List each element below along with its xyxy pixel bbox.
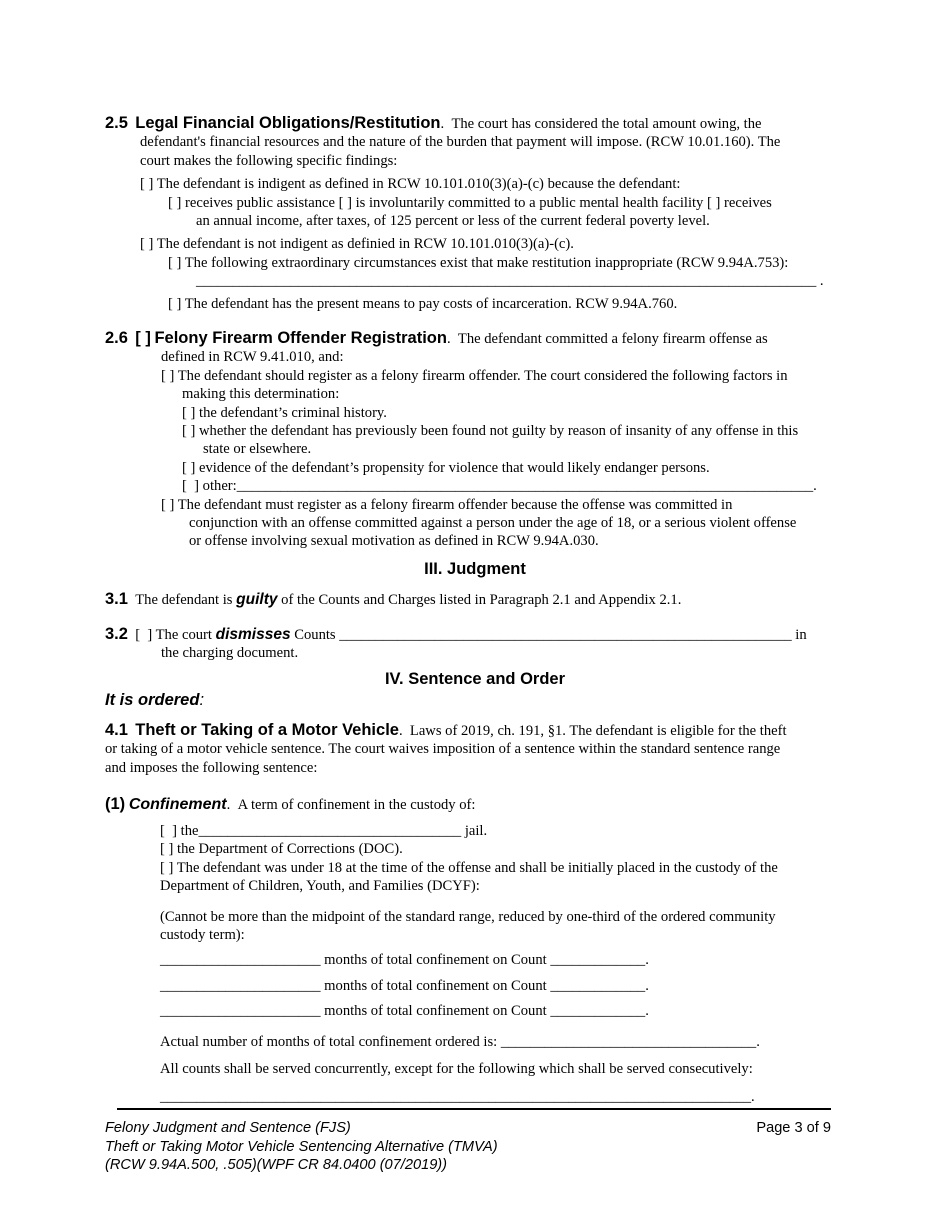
- confinement-options: [160, 822, 830, 1107]
- checkbox-item-other: [ ] other:_______________________________________________________________________________.: [182, 478, 817, 495]
- item-number: (1): [105, 795, 126, 813]
- ordered-label: It is ordered: [105, 691, 200, 709]
- months-line: ______________________ months of total confinement on Count _____________.: [160, 1003, 649, 1020]
- section-text: The defendant is: [135, 592, 233, 608]
- section-title: Theft or Taking of a Motor Vehicle: [135, 721, 399, 739]
- checkbox-item-extraordinary: [ ] The following extraordinary circumstances exist that make restitution inappropriate (RCW 9.94A.753):: [168, 254, 789, 271]
- section-2-5: 2.5 Legal Financial Obligations/Restitution. The court has considered the total amount owing, the defendant's financial resources and the nature of the burden that payment will impose. (RCW 10.01.160). The court makes the following specific findings: [ ] The defendant is indigent as defined in RCW 10.101.010(3)(a)-(c) because the defendant: [ ] receives public assistance [ ] is involuntarily committed to a public mental health facility [ ] receives an annual income, after taxes, of 125 percent or less of the current federal poverty level. [ ] The defendant is not indigent as definied in RCW 10.101.010(3)(a)-(c). [ ] The following extraordinary circumstances exist that make restitution inappropriate (RCW 9.94A.753): _____________________________________________________________________________________ . [ ] The defendant has the present means to pay costs of incarceration. RCW 9.94A.760.: [105, 114, 840, 313]
- footer-form-reference: (RCW 9.94A.500, .505)(WPF CR 84.0400 (07/2019)): [105, 1157, 448, 1173]
- section-text: The court has considered the total amount owing, the: [451, 116, 762, 132]
- section-text: Laws of 2019, ch. 191, §1. The defendant is eligible for the theft: [409, 723, 787, 739]
- checkbox: [ ]: [135, 329, 151, 347]
- section-text: and imposes the following sentence:: [105, 759, 318, 776]
- section-text: of the Counts and Charges listed in Paragraph 2.1 and Appendix 2.1.: [281, 592, 682, 608]
- section-3-2: [105, 625, 840, 663]
- option-dcyf-text: Department of Children, Youth, and Families (DCYF):: [160, 878, 480, 895]
- checkbox-item-indigent: [ ] The defendant is indigent as defined in RCW 10.101.010(3)(a)-(c) because the defendant:: [140, 176, 681, 193]
- section-title: Felony Firearm Offender Registration: [154, 329, 447, 347]
- checkbox-item-means: [ ] The defendant has the present means to pay costs of incarceration. RCW 9.94A.760.: [168, 295, 678, 312]
- option-dcyf: [ ] The defendant was under 18 at the time of the offense and shall be initially placed in the custody of the: [160, 859, 778, 876]
- footer-form-subtitle: Theft or Taking Motor Vehicle Sentencing Alternative (TMVA): [105, 1138, 498, 1155]
- section-text: the charging document.: [161, 645, 299, 662]
- section-text: defined in RCW 9.41.010, and:: [161, 349, 344, 366]
- section-text: defendant's financial resources and the nature of the burden that payment will impose. (RCW 10.01.160). The: [140, 134, 781, 151]
- page-number: Page 3 of 9: [756, 1120, 831, 1136]
- blank-line: _________________________________________________________________________________.: [160, 1089, 755, 1106]
- section-title: Legal Financial Obligations/Restitution: [135, 114, 441, 132]
- concurrent-text: All counts shall be served concurrently, except for the following which shall be served consecutively:: [160, 1061, 753, 1078]
- actual-months-line: Actual number of months of total confinement ordered is: ___________________________________.: [160, 1033, 760, 1050]
- sentence-heading: IV. Sentence and Order: [384, 670, 566, 688]
- checkbox-item-text: or offense involving sexual motivation as defined in RCW 9.94A.030.: [189, 533, 599, 550]
- it-is-ordered: [105, 690, 840, 710]
- checkbox-item-must-register: [ ] The defendant must register as a felony firearm offender because the offense was committed in: [161, 496, 733, 513]
- checkbox-item-propensity: [ ] evidence of the defendant’s propensity for violence that would likely endanger persons.: [182, 459, 710, 476]
- checkbox-item-criminal-history: [ ] the defendant’s criminal history.: [182, 404, 387, 421]
- section-4-1: 4.1 Theft or Taking of a Motor Vehicle. Laws of 2019, ch. 191, §1. The defendant is eligible for the theft or taking of a motor vehicle sentence. The court waives imposition of a sentence within the standard sentence range and imposes the following sentence:: [105, 721, 845, 777]
- section-number: 3.2: [105, 625, 128, 643]
- checkbox-item-text: state or elsewhere.: [203, 441, 312, 458]
- checkbox-item-public-assistance: [ ] receives public assistance [ ] is involuntarily committed to a public mental health facility [ ] receives: [168, 194, 772, 211]
- section-text: court makes the following specific findings:: [140, 152, 398, 169]
- checkbox-item-text: an annual income, after taxes, of 125 percent or less of the current federal poverty level.: [196, 213, 710, 230]
- section-number: 2.5: [105, 114, 128, 132]
- section-3-1: [105, 590, 840, 609]
- section-text: Counts ______________________________________________________________ in: [294, 627, 807, 643]
- section-text: A term of confinement in the custody of:: [237, 797, 476, 813]
- section-number: 3.1: [105, 590, 128, 608]
- emphasis-dismisses: dismisses: [215, 626, 291, 643]
- confinement-title: Confinement: [128, 796, 227, 813]
- footer-rule: [117, 1108, 831, 1110]
- judgment-heading: III. Judgment: [424, 560, 526, 578]
- footer-form-title: Felony Judgment and Sentence (FJS): [105, 1120, 351, 1136]
- months-line: ______________________ months of total confinement on Count _____________.: [160, 952, 649, 969]
- option-doc: [ ] the Department of Corrections (DOC).: [160, 841, 403, 858]
- section-text: [ ] The court: [135, 627, 212, 643]
- section-number: 2.6: [105, 329, 128, 347]
- section-text: or taking of a motor vehicle sentence. The court waives imposition of a sentence within the standard sentence range: [105, 741, 781, 758]
- footer: [105, 1119, 831, 1175]
- midpoint-note: (Cannot be more than the midpoint of the standard range, reduced by one-third of the ordered community: [160, 908, 776, 925]
- midpoint-note: custody term):: [160, 927, 245, 944]
- section-2-6: 2.6 [ ] Felony Firearm Offender Registration. The defendant committed a felony firearm offense as defined in RCW 9.41.010, and: [ ] The defendant should register as a felony firearm offender. The court considered the following factors in making this determination: [ ] the defendant’s criminal history. [ ] whether the defendant has previously been found not guilty by reason of insanity of any offense in this state or elsewhere. [ ] evidence of the defendant’s propensity for violence that would likely endanger persons. [ ] other:_______________________________________________________________________________. [ ] The defendant must register as a felony firearm offender because the offense was committed in conjunction with an offense committed against a person under the age of 18, or a serious violent offense or offense involving sexual motivation as defined in RCW 9.94A.030.: [105, 329, 840, 551]
- confinement-heading: (1) Confinement. A term of confinement in the custody of:: [105, 795, 476, 813]
- emphasis-guilty: guilty: [236, 591, 278, 608]
- checkbox-item-not-indigent: [ ] The defendant is not indigent as definied in RCW 10.101.010(3)(a)-(c).: [140, 236, 574, 253]
- ordered-colon: :: [199, 691, 205, 709]
- section-number: 4.1: [105, 721, 128, 739]
- option-jail: [ ] the____________________________________ jail.: [160, 823, 488, 839]
- section-text: The defendant committed a felony firearm offense as: [457, 331, 768, 347]
- checkbox-item-should-register: [ ] The defendant should register as a felony firearm offender. The court considered the following factors in: [161, 367, 788, 384]
- months-line: ______________________ months of total confinement on Count _____________.: [160, 977, 649, 994]
- checkbox-item-text: making this determination:: [182, 386, 340, 403]
- checkbox-item-insanity: [ ] whether the defendant has previously been found not guilty by reason of insanity of any offense in this: [182, 423, 799, 440]
- blank-line: _____________________________________________________________________________________ .: [196, 273, 824, 290]
- checkbox-item-text: conjunction with an offense committed against a person under the age of 18, or a serious violent offense: [189, 515, 797, 532]
